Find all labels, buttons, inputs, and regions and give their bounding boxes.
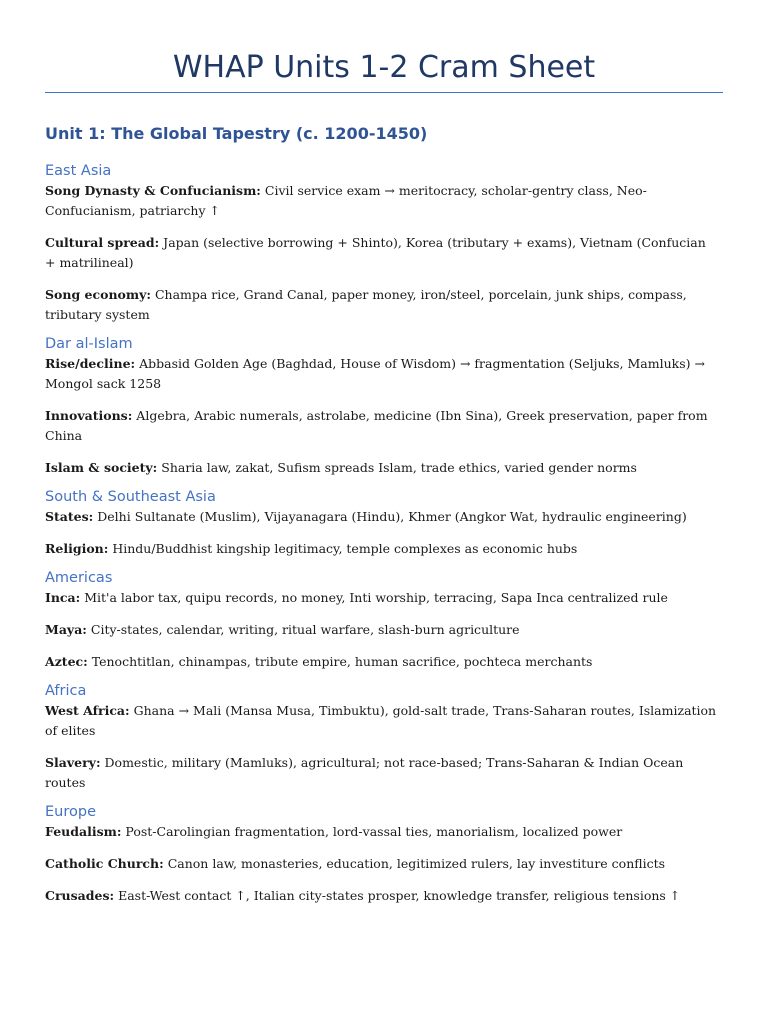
entry [45,233,717,273]
entry [45,886,717,906]
entry-text: Civil service exam → meritocracy, scholar-gentry class, Neo-Confucianism, patriarchy ↑ [45,183,647,218]
entry-text: Delhi Sultanate (Muslim), Vijayanagara (Hindu), Khmer (Angkor Wat, hydraulic engineering) [93,509,687,524]
entry [45,181,717,221]
document-title: WHAP Units 1-2 Cram Sheet [172,50,596,85]
entry-term: Song economy: [45,287,151,302]
entry-term: Innovations: [45,408,133,423]
title-divider [45,92,723,93]
entry-term: Song Dynasty & Confucianism: [45,183,261,198]
entry [45,539,717,559]
entry-text: Domestic, military (Mamluks), agricultural; not race-based; Trans-Saharan & Indian Ocean routes [45,755,684,790]
entry-text: Canon law, monasteries, education, legitimized rulers, lay investiture conflicts [163,856,666,871]
entry-term: Maya: [45,622,87,637]
entry-text: Japan (selective borrowing + Shinto), Korea (tributary + exams), Vietnam (Confucian + matrilineal) [45,235,706,270]
entry-term: States: [45,509,94,524]
entry-term: Feudalism: [45,824,122,839]
entry [45,753,717,793]
section-heading: Dar al-Islam [45,336,133,352]
section-europe [45,802,723,906]
entry [45,406,717,446]
section-americas [45,568,723,672]
entry-term: Rise/decline: [45,356,136,371]
section-heading: East Asia [45,163,112,179]
entry-term: Cultural spread: [45,235,160,250]
document-page [45,0,723,906]
entry-text: Abbasid Golden Age (Baghdad, House of Wisdom) → fragmentation (Seljuks, Mamluks) → Mongol sack 1258 [45,356,705,391]
entry-text: Post-Carolingian fragmentation, lord-vassal ties, manorialism, localized power [121,824,623,839]
entry-term: Inca: [45,590,81,605]
section-south-southeast-asia [45,487,723,559]
entry [45,285,717,325]
section-africa [45,681,723,793]
entry-text: City-states, calendar, writing, ritual warfare, slash-burn agriculture [86,622,520,637]
entry-term: Religion: [45,541,109,556]
entry [45,701,717,741]
entry-term: Islam & society: [45,460,158,475]
section-heading: Europe [45,804,96,820]
entry-term: West Africa: [45,703,130,718]
entry-term: Aztec: [45,654,88,669]
section-east-asia [45,161,723,325]
entry-text: Algebra, Arabic numerals, astrolabe, medicine (Ibn Sina), Greek preservation, paper from China [45,408,708,443]
entry-text: Sharia law, zakat, Sufism spreads Islam, trade ethics, varied gender norms [157,460,637,475]
entry-text: Champa rice, Grand Canal, paper money, iron/steel, porcelain, junk ships, compass, tributary system [45,287,687,322]
entry-text: Hindu/Buddhist kingship legitimacy, temple complexes as economic hubs [108,541,578,556]
entry-term: Slavery: [45,755,101,770]
entry [45,620,717,640]
unit-heading: Unit 1: The Global Tapestry (c. 1200-1450) [45,124,428,143]
section-heading: Africa [45,683,87,699]
entry-text: Mit'a labor tax, quipu records, no money, Inti worship, terracing, Sapa Inca centralized rule [80,590,668,605]
entry [45,854,717,874]
section-dar-al-islam [45,334,723,478]
entry-text: Tenochtitlan, chinampas, tribute empire, human sacrifice, pochteca merchants [87,654,593,669]
entry-text: East-West contact ↑, Italian city-states prosper, knowledge transfer, religious tensions ↑ [114,888,681,903]
entry [45,588,717,608]
entry-text: Ghana → Mali (Mansa Musa, Timbuktu), gold-salt trade, Trans-Saharan routes, Islamization of elites [45,703,717,738]
section-heading: South & Southeast Asia [45,489,216,505]
entry [45,507,717,527]
entry [45,354,717,394]
entry [45,458,717,478]
section-heading: Americas [45,570,113,586]
entry [45,652,717,672]
entry-term: Crusades: [45,888,115,903]
entry [45,822,717,842]
entry-term: Catholic Church: [45,856,164,871]
